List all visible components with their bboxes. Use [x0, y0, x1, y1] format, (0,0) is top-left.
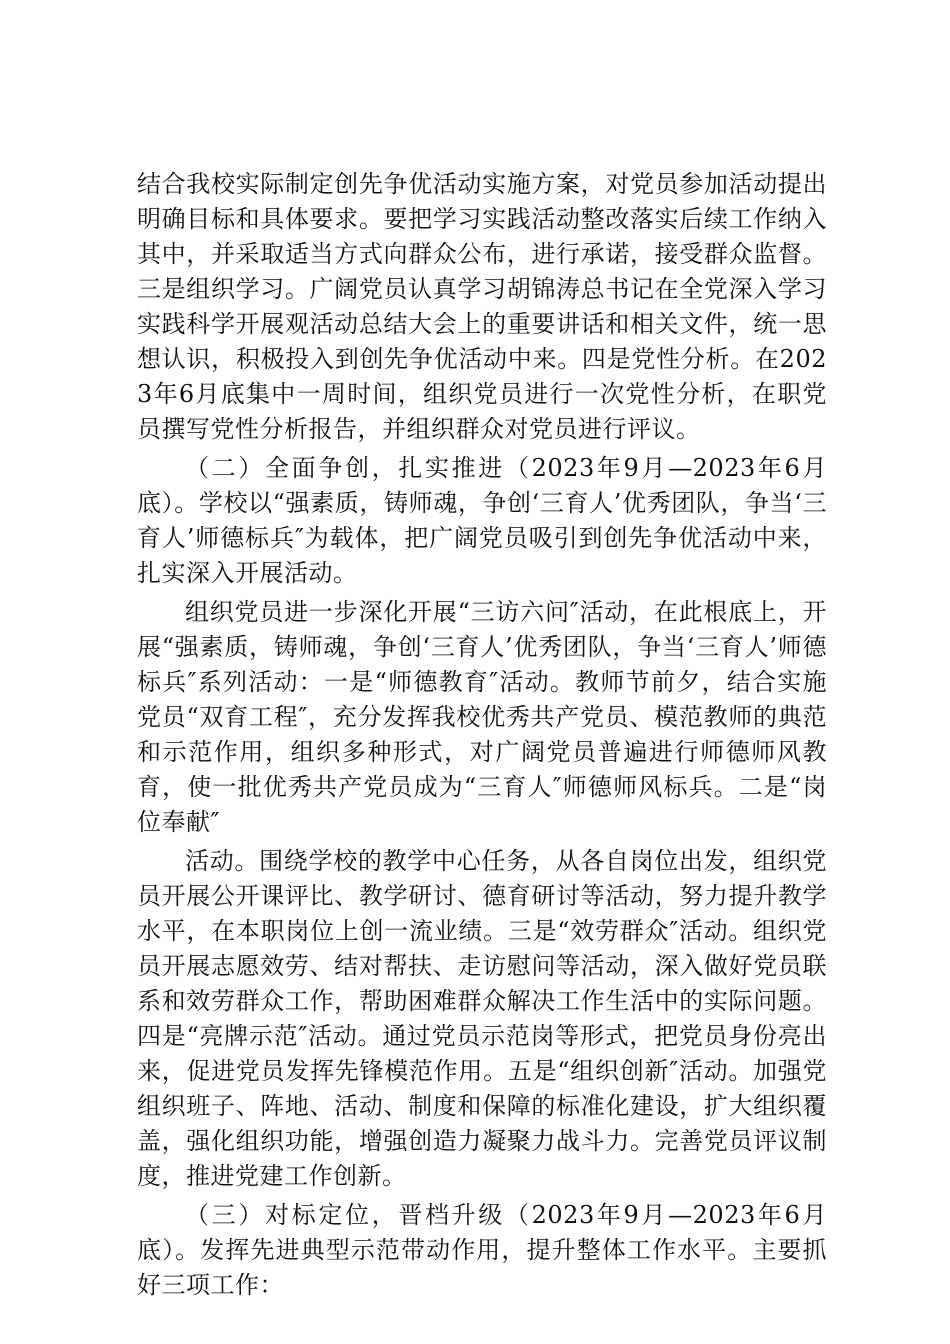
paragraph-activities: 组织党员进一步深化开展“三访六问″活动，在此根底上，开展“强素质，铸师魂，争创‘三育人’优秀团队，争当‘三育人’师德标兵″系列活动：一是“师德教育″活动。教师节前夕，结合实施党员“双育工程″，充分发挥我校优秀共产党员、模范教师的典范和示范作用，组织多种形式，对广阔党员普遍进行师德师风教育，使一批优秀共产党员成为“三育人″师德师风标兵。二是“岗位奉献″ — [137, 598, 827, 836]
paragraph-activities-continued: 活动。围绕学校的教学中心任务，从各自岗位出发，组织党员开展公开课评比、教学研讨、德育研讨等活动，努力提升教学水平，在本职岗位上创一流业绩。三是“效劳群众″活动。组织党员开展志愿效劳、结对帮扶、走访慰问等活动，深入做好党员联系和效劳群众工作，帮助困难群众解决工作生活中的实际问题。四是“亮牌示范″活动。通过党员示范岗等形式，把党员身份亮出来，促进党员发挥先锋模范作用。五是“组织创新″活动。加强党组织班子、阵地、活动、制度和保障的标准化建设，扩大组织覆盖，强化组织功能，增强创造力凝聚力战斗力。完善党员评议制度，推进党建工作创新。 — [137, 847, 827, 1190]
document-body — [137, 167, 827, 1303]
paragraph-section-three: （三）对标定位，晋档升级（2023年9月—2023年6月底）。发挥先进典型示范带动作用，提升整体工作水平。主要抓好三项工作： — [137, 1201, 827, 1299]
paragraph-continued: 结合我校实际制定创先争优活动实施方案，对党员参加活动提出明确目标和具体要求。要把学习实践活动整改落实后续工作纳入其中，并采取适当方式向群众公布，进行承诺，接受群众监督。三是组织学习。广阔党员认真学习胡锦涛总书记在全党深入学习实践科学开展观活动总结大会上的重要讲话和相关文件，统一思想认识，积极投入到创先争优活动中来。四是党性分析。在2023年6月底集中一周时间，组织党员进行一次党性分析，在职党员撰写党性分析报告，并组织群众对党员进行评议。 — [137, 170, 827, 443]
paragraph-section-two: （二）全面争创，扎实推进（2023年9月—2023年6月底）。学校以“强素质，铸师魂，争创‘三育人’优秀团队，争当‘三育人’师德标兵″为载体，把广阔党员吸引到创先争优活动中来，扎实深入开展活动。 — [137, 454, 827, 587]
